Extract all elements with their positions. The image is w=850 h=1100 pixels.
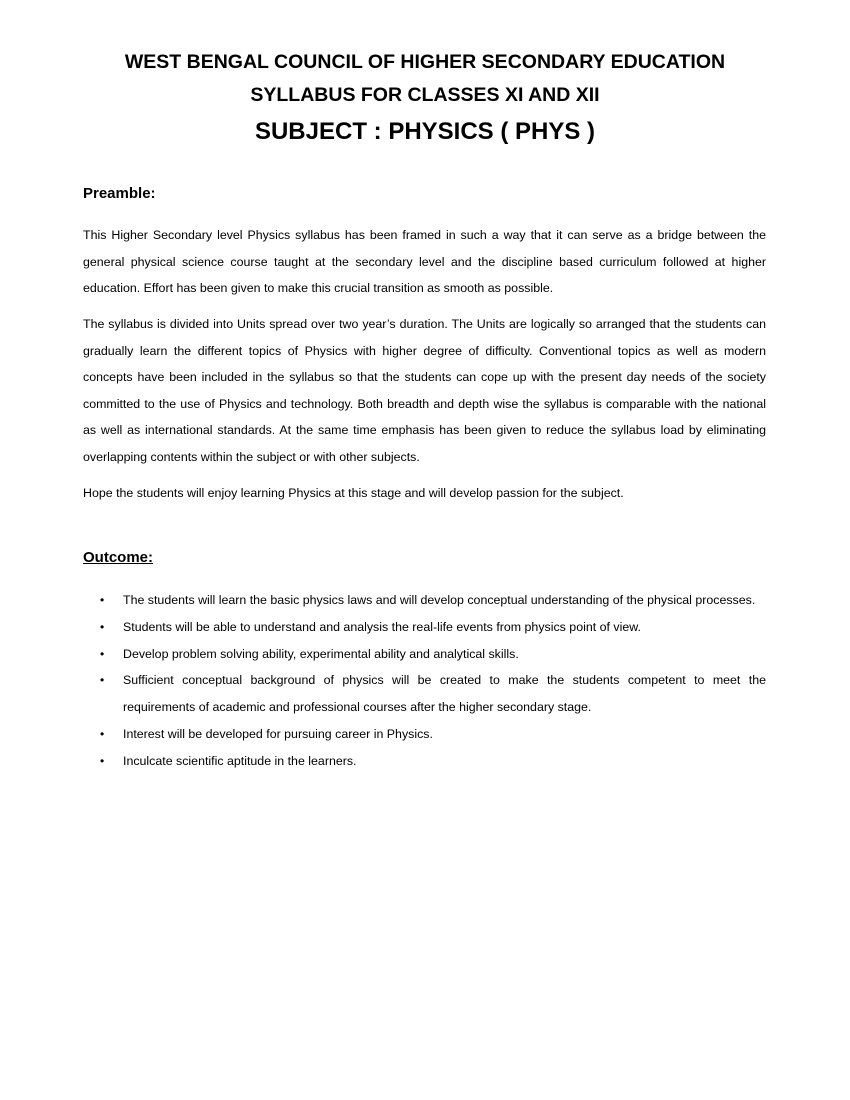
bullet-icon: • bbox=[100, 673, 105, 688]
preamble-heading: Preamble: bbox=[83, 185, 156, 202]
list-item-text: Develop problem solving ability, experimental ability and analytical skills. bbox=[123, 646, 519, 661]
preamble-paragraph-1: This Higher Secondary level Physics syllabus has been framed in such a way that it can serve as a bridge between the general physical science course taught at the secondary level and the discipline based curriculum followed at higher education. Effort has been given to make this crucial transition as smooth as possible. bbox=[83, 228, 766, 295]
list-item-text: The students will learn the basic physics laws and will develop conceptual understanding of the physical processes. bbox=[123, 593, 756, 607]
list-item bbox=[83, 667, 766, 721]
outcome-list bbox=[83, 587, 766, 775]
list-item bbox=[83, 614, 766, 641]
council-title: WEST BENGAL COUNCIL OF HIGHER SECONDARY EDUCATION bbox=[124, 51, 726, 73]
document-header bbox=[0, 46, 850, 152]
outcome-heading-block bbox=[83, 548, 766, 568]
preamble-paragraph-3: Hope the students will enjoy learning Physics at this stage and will develop passion for the subject. bbox=[83, 486, 624, 500]
preamble-heading-block bbox=[83, 184, 766, 204]
subject-title: SUBJECT : PHYSICS ( PHYS ) bbox=[254, 118, 596, 145]
list-item bbox=[83, 721, 766, 748]
list-item bbox=[83, 587, 766, 614]
list-item bbox=[83, 748, 766, 775]
preamble-paragraph-2-block bbox=[83, 311, 766, 470]
preamble-paragraph-2: The syllabus is divided into Units spread over two year’s duration. The Units are logically so arranged that the students can gradually learn the different topics of Physics with higher degree of difficulty. Conventional topics as well as modern concepts have been included in the syllabus so that the students can cope up with the present day needs of the society committed to the use of Physics and technology. Both breadth and depth wise the syllabus is comparable with the national as well as international standards. At the same time emphasis has been given to reduce the syllabus load by eliminating overlapping contents within the subject or with other subjects. bbox=[83, 317, 766, 464]
list-item-text: Students will be able to understand and analysis the real-life events from physics point of view. bbox=[123, 619, 641, 634]
preamble-paragraph-3-block bbox=[83, 480, 766, 507]
bullet-icon: • bbox=[100, 646, 105, 661]
list-item-text: Inculcate scientific aptitude in the learners. bbox=[123, 753, 357, 768]
list-item-text: Interest will be developed for pursuing career in Physics. bbox=[123, 726, 433, 741]
bullet-icon: • bbox=[100, 593, 105, 607]
bullet-icon: • bbox=[100, 726, 105, 741]
syllabus-title: SYLLABUS FOR CLASSES XI AND XII bbox=[250, 84, 600, 106]
outcome-heading: Outcome: bbox=[83, 549, 154, 566]
list-item-text: Sufficient conceptual background of physics will be created to make the students competent to meet the requirements of academic and professional courses after the higher secondary stage. bbox=[123, 673, 766, 715]
bullet-icon: • bbox=[100, 619, 105, 634]
preamble-paragraph-1-block bbox=[83, 222, 766, 302]
bullet-icon: • bbox=[100, 753, 105, 768]
list-item bbox=[83, 641, 766, 668]
